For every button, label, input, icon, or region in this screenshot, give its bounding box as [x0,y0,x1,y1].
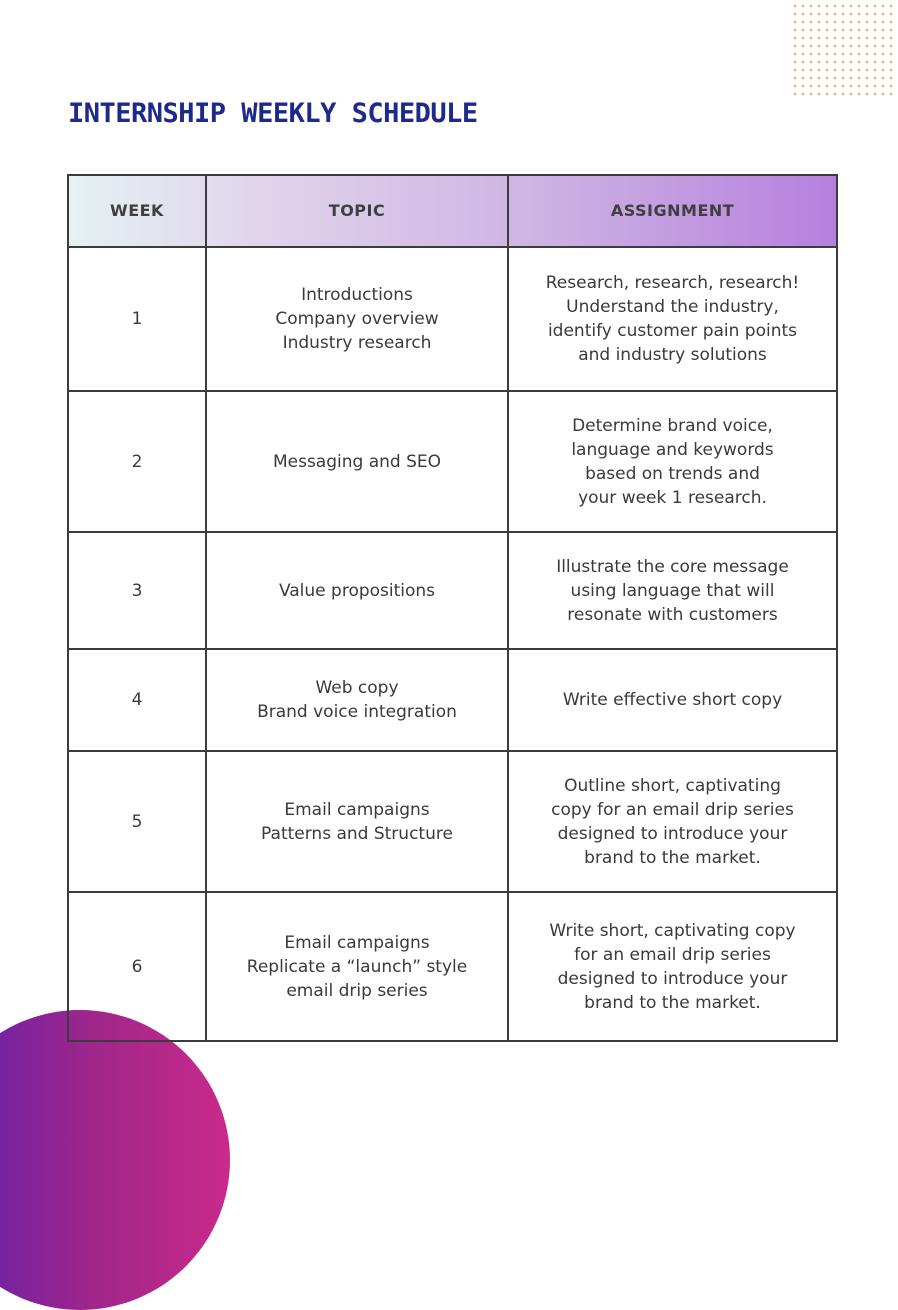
topic-line: Messaging and SEO [272,451,442,472]
assignment-cell [508,649,837,751]
topic-line: Email campaigns [284,799,430,820]
topic-line: Value propositions [278,580,436,601]
assignment-line: identify customer pain points [547,321,798,341]
week-cell: 3 [68,532,206,649]
header-topic: TOPIC [206,175,508,247]
table-row [68,391,837,532]
assignment-line: using language that will [570,580,775,601]
topic-cell [206,391,508,532]
assignment-line: Outline short, captivating [564,775,781,796]
assignment-line: resonate with customers [567,604,778,625]
assignment-cell [508,892,837,1041]
assignment-line: Write effective short copy [562,690,783,710]
assignment-line: based on trends and [585,463,760,484]
topic-line: email drip series [286,980,428,1001]
assignment-line: Write short, captivating copy [549,920,796,941]
week-cell: 2 [68,391,206,532]
assignment-line: brand to the market. [584,847,761,868]
page-title: INTERNSHIP WEEKLY SCHEDULE [68,98,478,129]
topic-line: Industry research [282,333,432,353]
assignment-line: designed to introduce your [557,823,788,844]
assignment-line: your week 1 research. [578,487,767,508]
schedule-table [67,174,838,1042]
assignment-line: designed to introduce your [557,968,788,989]
assignment-line: for an email drip series [574,944,771,965]
assignment-cell [508,391,837,532]
topic-line: Replicate a “launch” style [246,956,468,977]
assignment-line: copy for an email drip series [551,799,794,820]
week-cell: 6 [68,892,206,1041]
topic-cell [206,247,508,391]
assignment-line: language and keywords [571,439,774,460]
decorative-dot-pattern [789,0,897,96]
assignment-line: Understand the industry, [566,297,779,317]
topic-line: Brand voice integration [257,702,457,722]
topic-line: Web copy [315,678,399,698]
topic-cell [206,649,508,751]
assignment-line: brand to the market. [584,992,761,1013]
header-week: WEEK [68,175,206,247]
table-header-row [68,175,837,247]
assignment-line: Illustrate the core message [556,556,789,577]
week-cell: 4 [68,649,206,751]
assignment-line: Research, research, research! [545,273,800,293]
topic-cell [206,751,508,892]
topic-line: Company overview [275,309,439,329]
table-row [68,751,837,892]
topic-line: Email campaigns [284,932,430,953]
decorative-gradient-circle [0,1010,230,1310]
topic-line: Introductions [301,285,413,305]
topic-cell [206,892,508,1041]
table-row [68,892,837,1041]
table-row [68,247,837,391]
header-assignment: ASSIGNMENT [508,175,837,247]
assignment-cell [508,247,837,391]
topic-cell [206,532,508,649]
topic-line: Patterns and Structure [261,823,453,844]
table-row [68,532,837,649]
assignment-cell [508,532,837,649]
assignment-cell [508,751,837,892]
week-cell: 1 [68,247,206,391]
assignment-line: and industry solutions [578,345,767,365]
assignment-line: Determine brand voice, [572,415,773,436]
table-row [68,649,837,751]
week-cell: 5 [68,751,206,892]
